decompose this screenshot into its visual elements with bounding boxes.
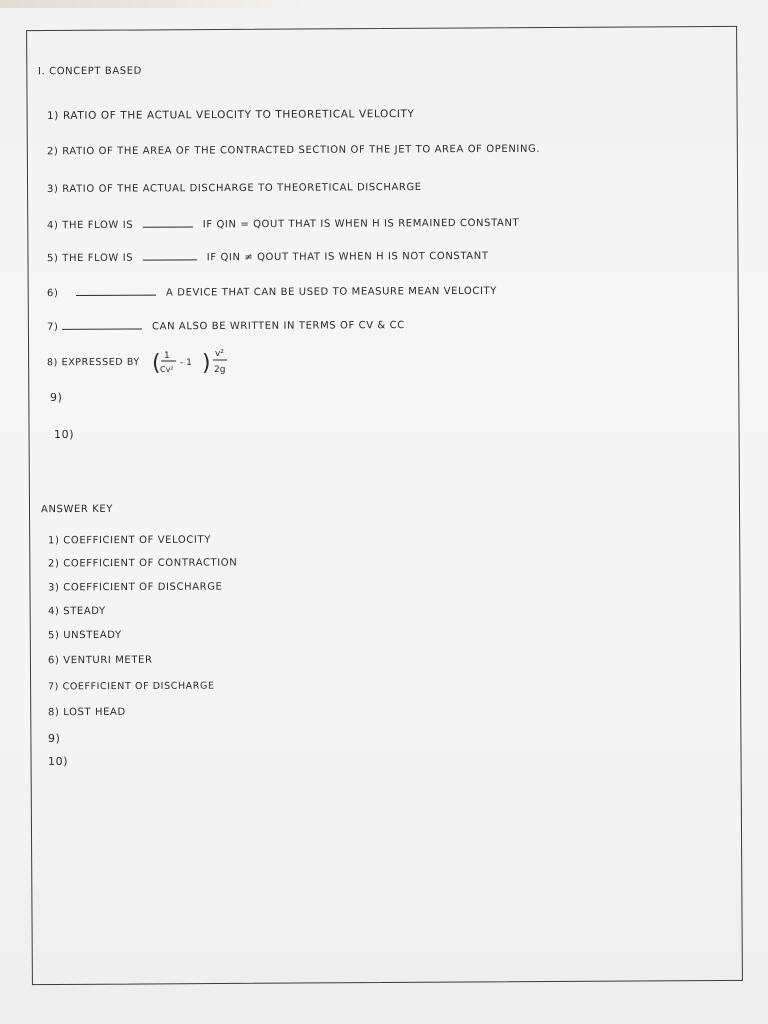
answer-5 (48, 630, 122, 641)
question-10 (54, 428, 74, 441)
answer-10 (48, 755, 68, 768)
answer-number: 5) (47, 630, 60, 642)
answer-number: 4) (47, 606, 60, 618)
question-text-post: A DEVICE THAT CAN BE USED TO MEASURE MEAN VELOCITY (166, 285, 497, 299)
answer-text: COEFFICIENT OF DISCHARGE (63, 581, 223, 594)
formula-2g: 2g (214, 365, 226, 375)
section-title: I. CONCEPT BASED (37, 65, 142, 78)
answer-1 (48, 535, 211, 547)
question-text-pre: THE FLOW IS (62, 219, 134, 232)
question-text: RATIO OF THE ACTUAL VELOCITY TO THEORETICAL VELOCITY (62, 108, 415, 122)
answer-8 (48, 707, 126, 718)
formula-v-squared: v² (215, 349, 224, 359)
answer-number: 3) (47, 582, 60, 594)
answer-text: UNSTEADY (63, 629, 122, 642)
answer-3 (48, 582, 223, 594)
answer-text: COEFFICIENT OF DISCHARGE (62, 680, 215, 693)
question-6 (47, 286, 497, 299)
answer-blank (76, 294, 156, 296)
answer-number: 8) (47, 707, 60, 719)
answer-9 (48, 732, 61, 745)
answer-text: STEADY (63, 605, 106, 618)
question-5 (47, 251, 489, 264)
question-number: 7) (46, 321, 59, 333)
answer-key-title: ANSWER KEY (40, 503, 114, 516)
question-number: 5) (46, 253, 59, 265)
question-text: RATIO OF THE AREA OF THE CONTRACTED SECTION OF THE JET TO AREA OF OPENING. (62, 143, 541, 158)
answer-text: COEFFICIENT OF CONTRACTION (63, 557, 238, 570)
question-9 (50, 391, 63, 404)
answer-4 (48, 606, 106, 617)
paper-top-edge (0, 0, 768, 8)
formula-numerator: 1 (164, 351, 170, 361)
question-3 (47, 182, 422, 195)
answer-number: 10) (47, 754, 69, 769)
answer-number: 6) (47, 655, 60, 667)
question-text-post: IF QIN = QOUT THAT IS WHEN H IS REMAINED CONSTANT (202, 217, 520, 231)
question-number: 6) (46, 288, 59, 300)
question-8 (47, 357, 140, 368)
question-number: 1) (46, 109, 60, 122)
answer-number: 2) (47, 558, 60, 570)
question-text-post: CAN ALSO BE WRITTEN IN TERMS OF CV & CC (152, 320, 405, 333)
question-text-pre: THE FLOW IS (62, 252, 134, 265)
question-number: 3) (46, 183, 59, 195)
answer-text: LOST HEAD (63, 706, 126, 719)
formula-paren-close: ) (202, 351, 211, 376)
answer-number: 9) (47, 731, 61, 746)
answer-blank (62, 327, 142, 329)
question-number: 9) (49, 390, 63, 405)
answer-text: VENTURI METER (63, 654, 153, 667)
formula-denominator: Cv² (160, 365, 174, 374)
question-number: 10) (53, 427, 75, 442)
head-loss-formula (152, 345, 242, 381)
formula-paren-open: ( (152, 351, 161, 376)
formula-minus-one: - 1 (180, 358, 192, 368)
answer-blank (143, 258, 197, 260)
answer-7 (48, 681, 215, 693)
question-number: 8) (46, 357, 58, 369)
question-number: 2) (46, 146, 59, 158)
question-number: 4) (46, 220, 59, 232)
question-text: RATIO OF THE ACTUAL DISCHARGE TO THEORETICAL DISCHARGE (62, 182, 422, 195)
answer-2 (48, 558, 237, 570)
answer-text: COEFFICIENT OF VELOCITY (63, 534, 211, 547)
question-7 (47, 320, 405, 333)
question-1 (47, 108, 415, 122)
question-text-post: IF QIN ≠ QOUT THAT IS WHEN H IS NOT CONSTANT (206, 250, 489, 264)
question-text: EXPRESSED BY (61, 356, 140, 369)
page-border (26, 26, 743, 985)
answer-number: 7) (47, 681, 59, 693)
answer-blank (143, 225, 193, 227)
answer-6 (48, 655, 153, 667)
answer-number: 1) (47, 535, 60, 547)
